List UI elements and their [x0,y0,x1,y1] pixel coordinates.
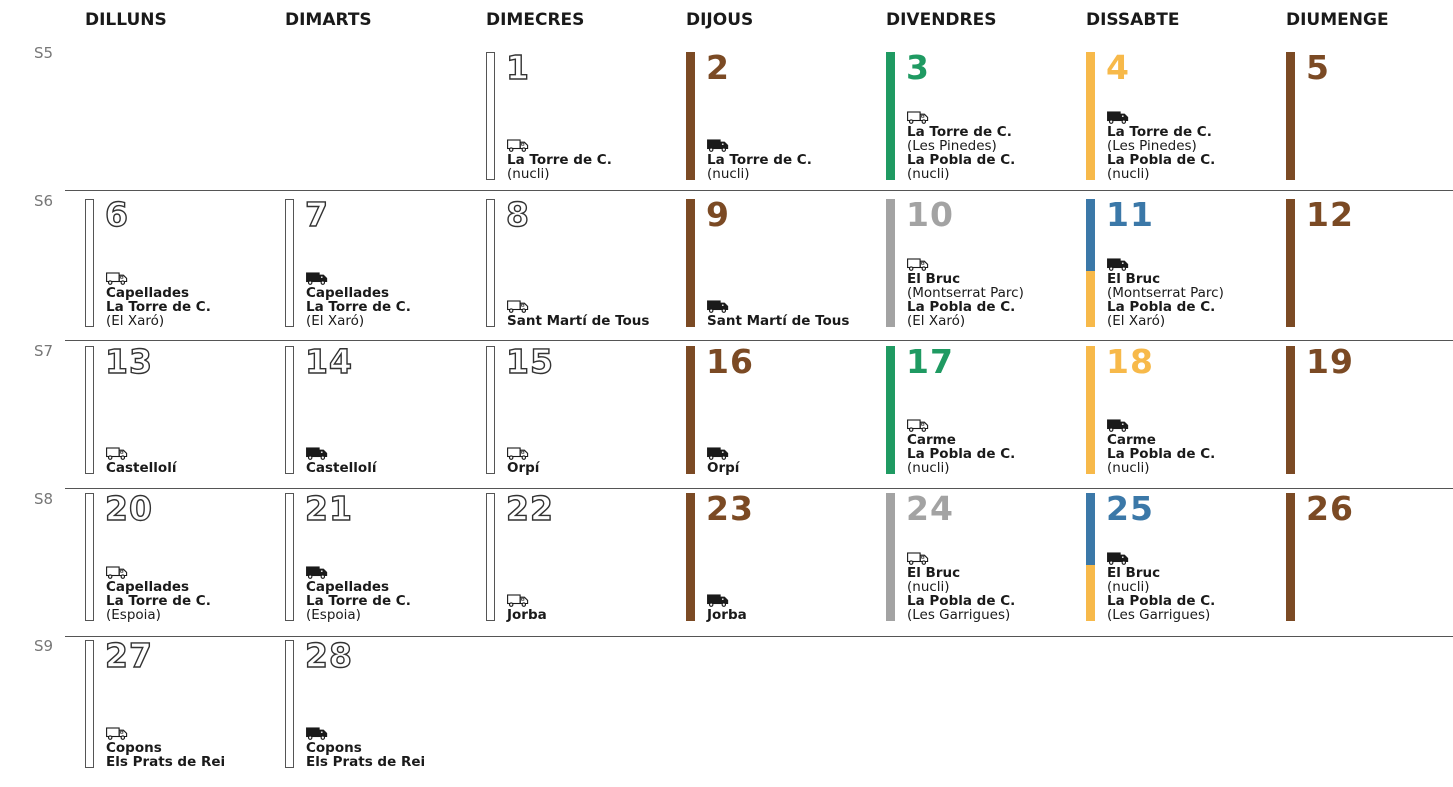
town-area: (Les Pinedes) [907,138,997,154]
town-name: La Pobla de C. [907,152,1016,168]
truck-filled-icon [306,566,328,579]
day-color-bar [1286,346,1295,474]
day-color-bar [686,493,695,621]
truck-icon-wrap [1107,258,1224,271]
town-name: La Torre de C. [707,152,812,168]
day-cell[interactable] [85,636,281,770]
day-color-bar [1286,493,1295,621]
bar-segment-blue [1086,199,1095,271]
day-color-bar [285,199,294,327]
day-number: 8 [506,195,530,234]
day-number: 27 [105,636,153,675]
day-color-bar [1286,199,1295,327]
collection-info [106,727,225,769]
town-area: (nucli) [707,166,750,182]
day-header-dimecres: DIMECRES [486,10,585,30]
day-cell[interactable] [486,195,682,329]
town-name: Copons [106,740,162,756]
day-cell[interactable] [886,48,1082,182]
town-name: Capellades [106,285,190,301]
truck-filled-icon [306,727,328,740]
town-area: (Les Pinedes) [1107,138,1197,154]
day-color-bar [686,52,695,180]
town-name: Carme [907,432,956,448]
day-color-bar [686,346,695,474]
collection-info [1107,111,1215,181]
day-cell[interactable] [1286,195,1453,327]
truck-outline-icon [106,447,128,460]
day-number: 12 [1306,195,1354,234]
town-name: Castellolí [106,460,177,476]
collection-info [1107,419,1215,475]
day-color-bar [1086,52,1095,180]
truck-icon-wrap [106,447,176,460]
week-label: S9 [34,637,54,655]
collection-info [507,139,612,181]
day-number: 15 [506,342,554,381]
truck-filled-icon [707,300,729,313]
day-cell[interactable] [686,489,882,623]
day-color-bar [486,346,495,474]
day-number: 11 [1106,195,1154,234]
week-label: S7 [34,342,54,360]
town-area: (El Xaró) [106,313,165,329]
truck-icon-wrap [907,552,1015,565]
truck-outline-icon [106,727,128,740]
town-name: La Torre de C. [306,299,411,315]
day-number: 19 [1306,342,1354,381]
day-number: 5 [1306,48,1330,87]
town-area: (El Xaró) [1107,313,1166,329]
town-area: (nucli) [1107,579,1150,595]
day-header-dilluns: DILLUNS [85,10,167,30]
town-name: La Pobla de C. [1107,299,1216,315]
week-label: S6 [34,192,54,210]
truck-icon-wrap [306,272,411,285]
day-color-bar [1086,346,1095,474]
truck-icon-wrap [707,447,739,460]
truck-icon-wrap [1107,552,1215,565]
truck-outline-icon [507,300,529,313]
town-area: (nucli) [907,460,950,476]
day-number: 6 [105,195,129,234]
truck-icon-wrap [106,566,211,579]
week-divider [65,488,1453,489]
collection-info [106,447,176,475]
day-color-bar [85,346,94,474]
day-number: 3 [906,48,930,87]
town-area: (El Xaró) [306,313,365,329]
town-name: Capellades [306,285,390,301]
collection-info [106,272,211,328]
town-name: La Torre de C. [106,299,211,315]
week-label: S8 [34,490,54,508]
day-number: 25 [1106,489,1154,528]
collection-info [507,300,649,328]
day-color-bar [886,346,895,474]
town-name: La Torre de C. [1107,124,1212,140]
day-color-bar [1286,52,1295,180]
day-number: 7 [305,195,329,234]
town-area: (nucli) [907,579,950,595]
week-label: S5 [34,44,54,62]
collection-info [707,447,739,475]
town-area: (nucli) [1107,166,1150,182]
town-name: La Pobla de C. [907,593,1016,609]
day-cell[interactable] [285,195,481,329]
truck-icon-wrap [907,111,1015,124]
truck-filled-icon [1107,111,1129,124]
day-cell[interactable] [686,48,882,182]
collection-info [907,258,1024,328]
day-cell[interactable] [85,342,281,476]
day-color-bar [1086,493,1095,621]
town-area: (El Xaró) [907,313,966,329]
day-number: 1 [506,48,530,87]
day-number: 22 [506,489,554,528]
bar-segment-yellow [1086,271,1095,327]
week-divider [65,190,1453,191]
town-name: El Bruc [907,565,961,581]
collection-info [306,566,411,622]
truck-filled-icon [1107,258,1129,271]
truck-filled-icon [1107,419,1129,432]
town-name: La Pobla de C. [1107,593,1216,609]
truck-filled-icon [1107,552,1129,565]
day-color-bar [686,199,695,327]
day-number: 4 [1106,48,1130,87]
day-cell[interactable] [1086,489,1282,623]
collection-info [707,594,747,622]
day-number: 28 [305,636,353,675]
collection-info [907,552,1015,622]
day-number: 21 [305,489,353,528]
truck-icon-wrap [907,419,1015,432]
day-cell[interactable] [486,342,682,476]
truck-icon-wrap [106,727,225,740]
truck-outline-icon [907,419,929,432]
day-number: 20 [105,489,153,528]
day-color-bar [285,346,294,474]
town-area: (Espoia) [306,607,361,623]
collection-info [507,447,539,475]
truck-icon-wrap [707,300,849,313]
day-cell[interactable] [486,48,682,182]
day-cell[interactable] [886,195,1082,329]
town-name: Orpí [707,460,740,476]
day-number: 16 [706,342,754,381]
town-name: Capellades [106,579,190,595]
truck-icon-wrap [507,447,539,460]
town-area: (Les Garrigues) [907,607,1011,623]
town-name: El Bruc [907,271,961,287]
day-header-dimarts: DIMARTS [285,10,372,30]
truck-outline-icon [507,139,529,152]
town-area: (nucli) [1107,460,1150,476]
day-header-divendres: DIVENDRES [886,10,997,30]
day-number: 18 [1106,342,1154,381]
bar-segment-blue [1086,493,1095,565]
truck-icon-wrap [106,272,211,285]
collection-info [707,300,849,328]
day-cell[interactable] [886,342,1082,476]
truck-outline-icon [907,552,929,565]
town-name: La Pobla de C. [907,446,1016,462]
collection-info [507,594,547,622]
day-cell[interactable] [1286,342,1453,474]
truck-icon-wrap [1107,419,1215,432]
town-area: (Les Garrigues) [1107,607,1211,623]
truck-filled-icon [306,447,328,460]
town-area: (Montserrat Parc) [1107,285,1224,301]
truck-filled-icon [707,139,729,152]
town-name: La Pobla de C. [1107,152,1216,168]
truck-filled-icon [306,272,328,285]
day-color-bar [486,199,495,327]
day-color-bar [486,52,495,180]
day-number: 10 [906,195,954,234]
day-number: 2 [706,48,730,87]
collection-info [1107,552,1215,622]
town-area: (Montserrat Parc) [907,285,1024,301]
truck-icon-wrap [707,594,747,607]
day-number: 13 [105,342,153,381]
day-number: 17 [906,342,954,381]
truck-icon-wrap [1107,111,1215,124]
day-cell[interactable] [285,342,481,476]
day-cell[interactable] [686,195,882,329]
truck-icon-wrap [306,447,376,460]
day-number: 14 [305,342,353,381]
town-name: Els Prats de Rei [306,754,426,770]
truck-icon-wrap [306,727,425,740]
day-number: 26 [1306,489,1354,528]
collection-info [1107,258,1224,328]
day-header-diumenge: DIUMENGE [1286,10,1389,30]
day-cell[interactable] [486,489,682,623]
town-name: Copons [306,740,362,756]
town-name: La Torre de C. [106,593,211,609]
truck-filled-icon [707,447,729,460]
day-color-bar [486,493,495,621]
day-cell[interactable] [285,636,481,770]
day-number: 9 [706,195,730,234]
day-color-bar [285,640,294,768]
town-area: (nucli) [907,166,950,182]
town-area: (Espoia) [106,607,161,623]
week-divider [65,636,1453,637]
day-color-bar [85,640,94,768]
truck-icon-wrap [507,300,649,313]
town-name: La Torre de C. [507,152,612,168]
town-name: Castellolí [306,460,377,476]
town-area: (nucli) [507,166,550,182]
day-color-bar [285,493,294,621]
day-color-bar [85,199,94,327]
day-header-dissabte: DISSABTE [1086,10,1180,30]
day-cell[interactable] [85,195,281,329]
town-name: La Torre de C. [306,593,411,609]
truck-outline-icon [907,111,929,124]
day-cell[interactable] [1086,48,1282,182]
day-cell[interactable] [1286,489,1453,621]
collection-info [306,272,411,328]
day-cell[interactable] [285,489,481,623]
collection-info [306,727,425,769]
truck-icon-wrap [507,594,547,607]
day-color-bar [886,493,895,621]
town-name: Sant Martí de Tous [707,313,850,329]
town-name: Sant Martí de Tous [507,313,650,329]
truck-icon-wrap [507,139,612,152]
week-divider [65,340,1453,341]
town-name: Els Prats de Rei [106,754,226,770]
town-name: La Pobla de C. [907,299,1016,315]
collection-info [907,111,1015,181]
truck-icon-wrap [707,139,812,152]
truck-outline-icon [507,594,529,607]
town-name: La Pobla de C. [1107,446,1216,462]
truck-icon-wrap [306,566,411,579]
town-name: El Bruc [1107,565,1161,581]
town-name: Jorba [707,607,747,623]
truck-outline-icon [106,272,128,285]
day-cell[interactable] [1086,342,1282,476]
truck-outline-icon [507,447,529,460]
bar-segment-yellow [1086,565,1095,621]
day-color-bar [85,493,94,621]
collection-info [106,566,211,622]
day-number: 24 [906,489,954,528]
day-cell[interactable] [85,489,281,623]
day-header-dijous: DIJOUS [686,10,754,30]
town-name: El Bruc [1107,271,1161,287]
truck-outline-icon [106,566,128,579]
town-name: Orpí [507,460,540,476]
truck-filled-icon [707,594,729,607]
town-name: Carme [1107,432,1156,448]
town-name: Jorba [507,607,547,623]
town-name: Capellades [306,579,390,595]
day-cell[interactable] [1286,48,1453,180]
day-cell[interactable] [1086,195,1282,329]
day-color-bar [1086,199,1095,327]
day-cell[interactable] [886,489,1082,623]
truck-outline-icon [907,258,929,271]
town-name: La Torre de C. [907,124,1012,140]
day-color-bar [886,52,895,180]
truck-icon-wrap [907,258,1024,271]
day-color-bar [886,199,895,327]
day-cell[interactable] [686,342,882,476]
collection-info [306,447,376,475]
day-number: 23 [706,489,754,528]
collection-info [707,139,812,181]
collection-info [907,419,1015,475]
